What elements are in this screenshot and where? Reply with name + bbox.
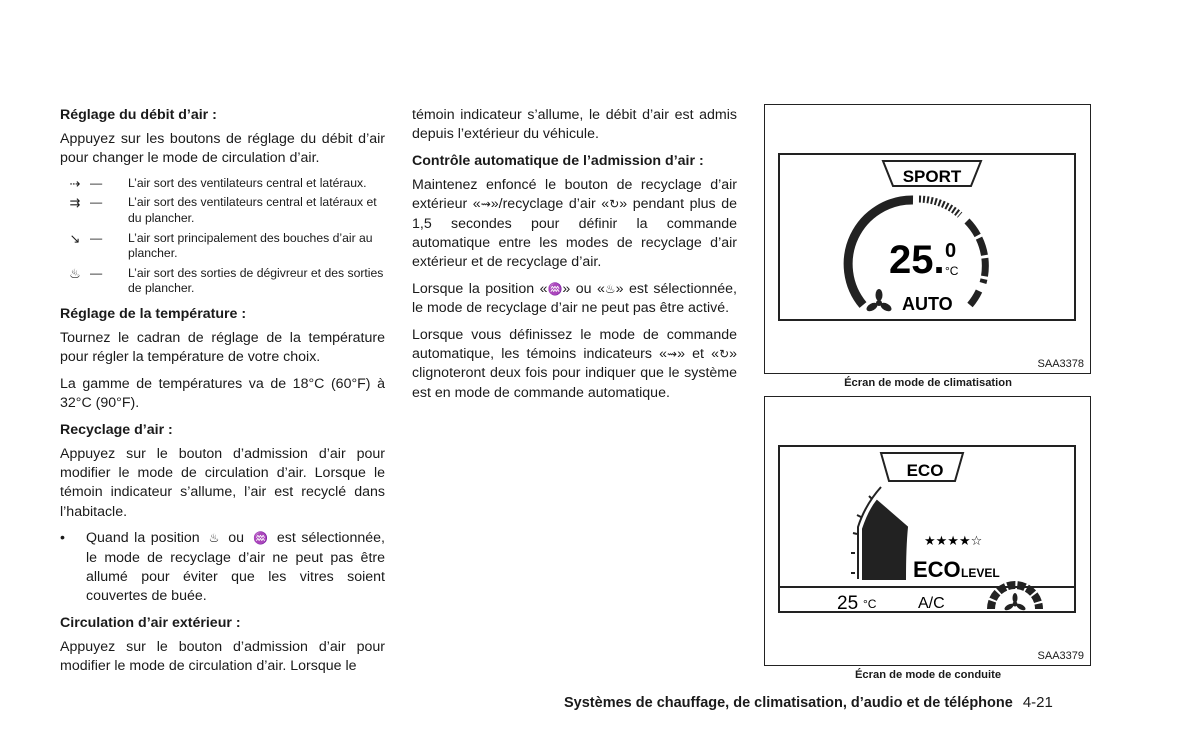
- mode-item-face: ⇢ — L’air sort des ventilateurs central et latéraux.: [60, 176, 385, 192]
- figure-caption: Écran de mode de conduite: [854, 669, 1002, 681]
- footer-title: Systèmes de chauffage, de climatisation, d’audio et de téléphone: [564, 695, 1013, 711]
- vent-face-icon: ⇢: [69, 175, 81, 191]
- fan-icon: [865, 289, 893, 313]
- recirculate-icon: ↻: [719, 347, 730, 362]
- temp-arc-segment: [970, 291, 979, 305]
- para-continued: témoin indicateur s’allume, le débit d’air est admis depuis l’extérieur du véhicule.: [412, 107, 737, 143]
- figure-climate-screen: [764, 104, 1091, 374]
- heading-outside-air: Circulation d’air extérieur :: [60, 614, 241, 631]
- temp-unit: °C: [863, 597, 877, 611]
- mode-text: L’air sort des ventilateurs central et latéraux et du plancher.: [128, 195, 377, 225]
- temp-value: 25.: [889, 238, 945, 282]
- eco-stars: ★★★★☆: [924, 534, 983, 549]
- auto-label: AUTO: [902, 294, 953, 314]
- para-temperature-1: Tournez le cadran de réglage de la température pour régler la température de votre choix.: [60, 329, 385, 366]
- para-airflow: Appuyez sur les boutons de réglage du débit d’air pour changer le mode de circulation d’air.: [60, 131, 385, 167]
- mode-label: ECO: [906, 461, 944, 480]
- figure-caption: Écran de mode de climatisation: [844, 377, 1012, 389]
- mode-item-defrost-floor: ♨ — L’air sort des sorties de dégivreur et des sorties de plancher.: [60, 266, 385, 297]
- defrost-floor-icon: ♨: [604, 281, 616, 296]
- eco-gauge-fill: [863, 501, 907, 579]
- fan-speed-icon: [991, 585, 1039, 612]
- figure-drive-mode-screen: [764, 396, 1091, 666]
- defrost-icon: ♒: [547, 281, 563, 296]
- climate-screen-drawing: [765, 105, 1090, 373]
- airflow-mode-list: [60, 176, 385, 297]
- para-recycle: Appuyez sur le bouton d’admission d’air pour modifier le mode de circulation d’air. Lorsque le témoin indicateur s’allume, l’air est recyclé dans l’habitacle.: [60, 445, 385, 520]
- mode-item-floor: ↘ — L’air sort principalement des bouches d’air au plancher.: [60, 231, 385, 262]
- outside-air-icon: ⇝: [480, 197, 491, 212]
- para-outside-air: Appuyez sur le bouton d’admission d’air pour modifier le mode de circulation d’air. Lorsque le: [60, 638, 385, 675]
- eco-label: ECO: [913, 557, 961, 582]
- page-footer: [564, 694, 1053, 711]
- column-middle: [412, 106, 737, 410]
- vent-face-floor-icon: ⇉: [69, 195, 81, 211]
- temp-arc-segment: [967, 221, 985, 283]
- para-define-auto: Lorsque vous définissez le mode de commande automatique, les témoins indicateurs «⇝» et «↻» clignoteront deux fois pour indiquer que le système est en mode de commande automatique.: [412, 326, 738, 401]
- mode-text: L’air sort des sorties de dégivreur et des sorties de plancher.: [128, 265, 384, 296]
- para-auto-intake: Maintenez enfoncé le bouton de recyclage d’air extérieur «⇝»/recyclage d’air «↻» pendant plus de 1,5 secondes pour définir la commande automatique entre les modes de recyclage d’air extérieur et de recyclage d’air.: [412, 176, 738, 271]
- temp-value: 25: [837, 593, 859, 614]
- column-left: [60, 106, 385, 684]
- heading-airflow: Réglage du débit d’air :: [60, 107, 217, 123]
- mode-item-face-floor: ⇉ — L’air sort des ventilateurs central et latéraux et du plancher.: [60, 195, 385, 226]
- ac-label: A/C: [918, 595, 945, 612]
- temp-arc-segment: [919, 199, 960, 215]
- page-number: 4-21: [1022, 694, 1053, 711]
- heading-recycle: Recyclage d’air :: [60, 421, 173, 438]
- para-temperature-2: La gamme de températures va de 18°C (60°F) à 32°C (90°F).: [60, 375, 385, 412]
- para-position: Lorsque la position «♒» ou «♨» est sélectionnée, le mode de recyclage d’air ne peut pas être activé.: [412, 280, 737, 317]
- outside-air-icon: ⇝: [667, 347, 678, 362]
- figure-code: SAA3379: [1037, 650, 1084, 662]
- figure-code: SAA3378: [1037, 358, 1084, 370]
- drive-screen-drawing: [765, 397, 1090, 665]
- defrost-floor-icon: ♨: [205, 531, 223, 546]
- temp-decimal: 0: [945, 240, 957, 262]
- mode-text: L’air sort des ventilateurs central et latéraux.: [128, 175, 367, 190]
- eco-level-label: LEVEL: [961, 566, 1000, 580]
- vent-floor-icon: ↘: [69, 230, 81, 246]
- mode-label: SPORT: [902, 167, 962, 186]
- bullet-item: • Quand la position ♨ ou ♒ est sélectionnée, le mode de recyclage d’air ne peut pas être allumé pour éviter que les vitres soient couvertes de buée.: [60, 530, 385, 605]
- temp-unit: °C: [945, 264, 959, 278]
- mode-text: L’air sort principalement des bouches d’air au plancher.: [128, 230, 373, 261]
- heading-auto-intake: Contrôle automatique de l’admission d’air :: [412, 152, 704, 169]
- recirculate-icon: ↻: [609, 197, 620, 212]
- heading-temperature: Réglage de la température :: [60, 305, 247, 322]
- defrost-icon: ♒: [249, 531, 272, 546]
- defrost-floor-icon: ♨: [69, 265, 81, 281]
